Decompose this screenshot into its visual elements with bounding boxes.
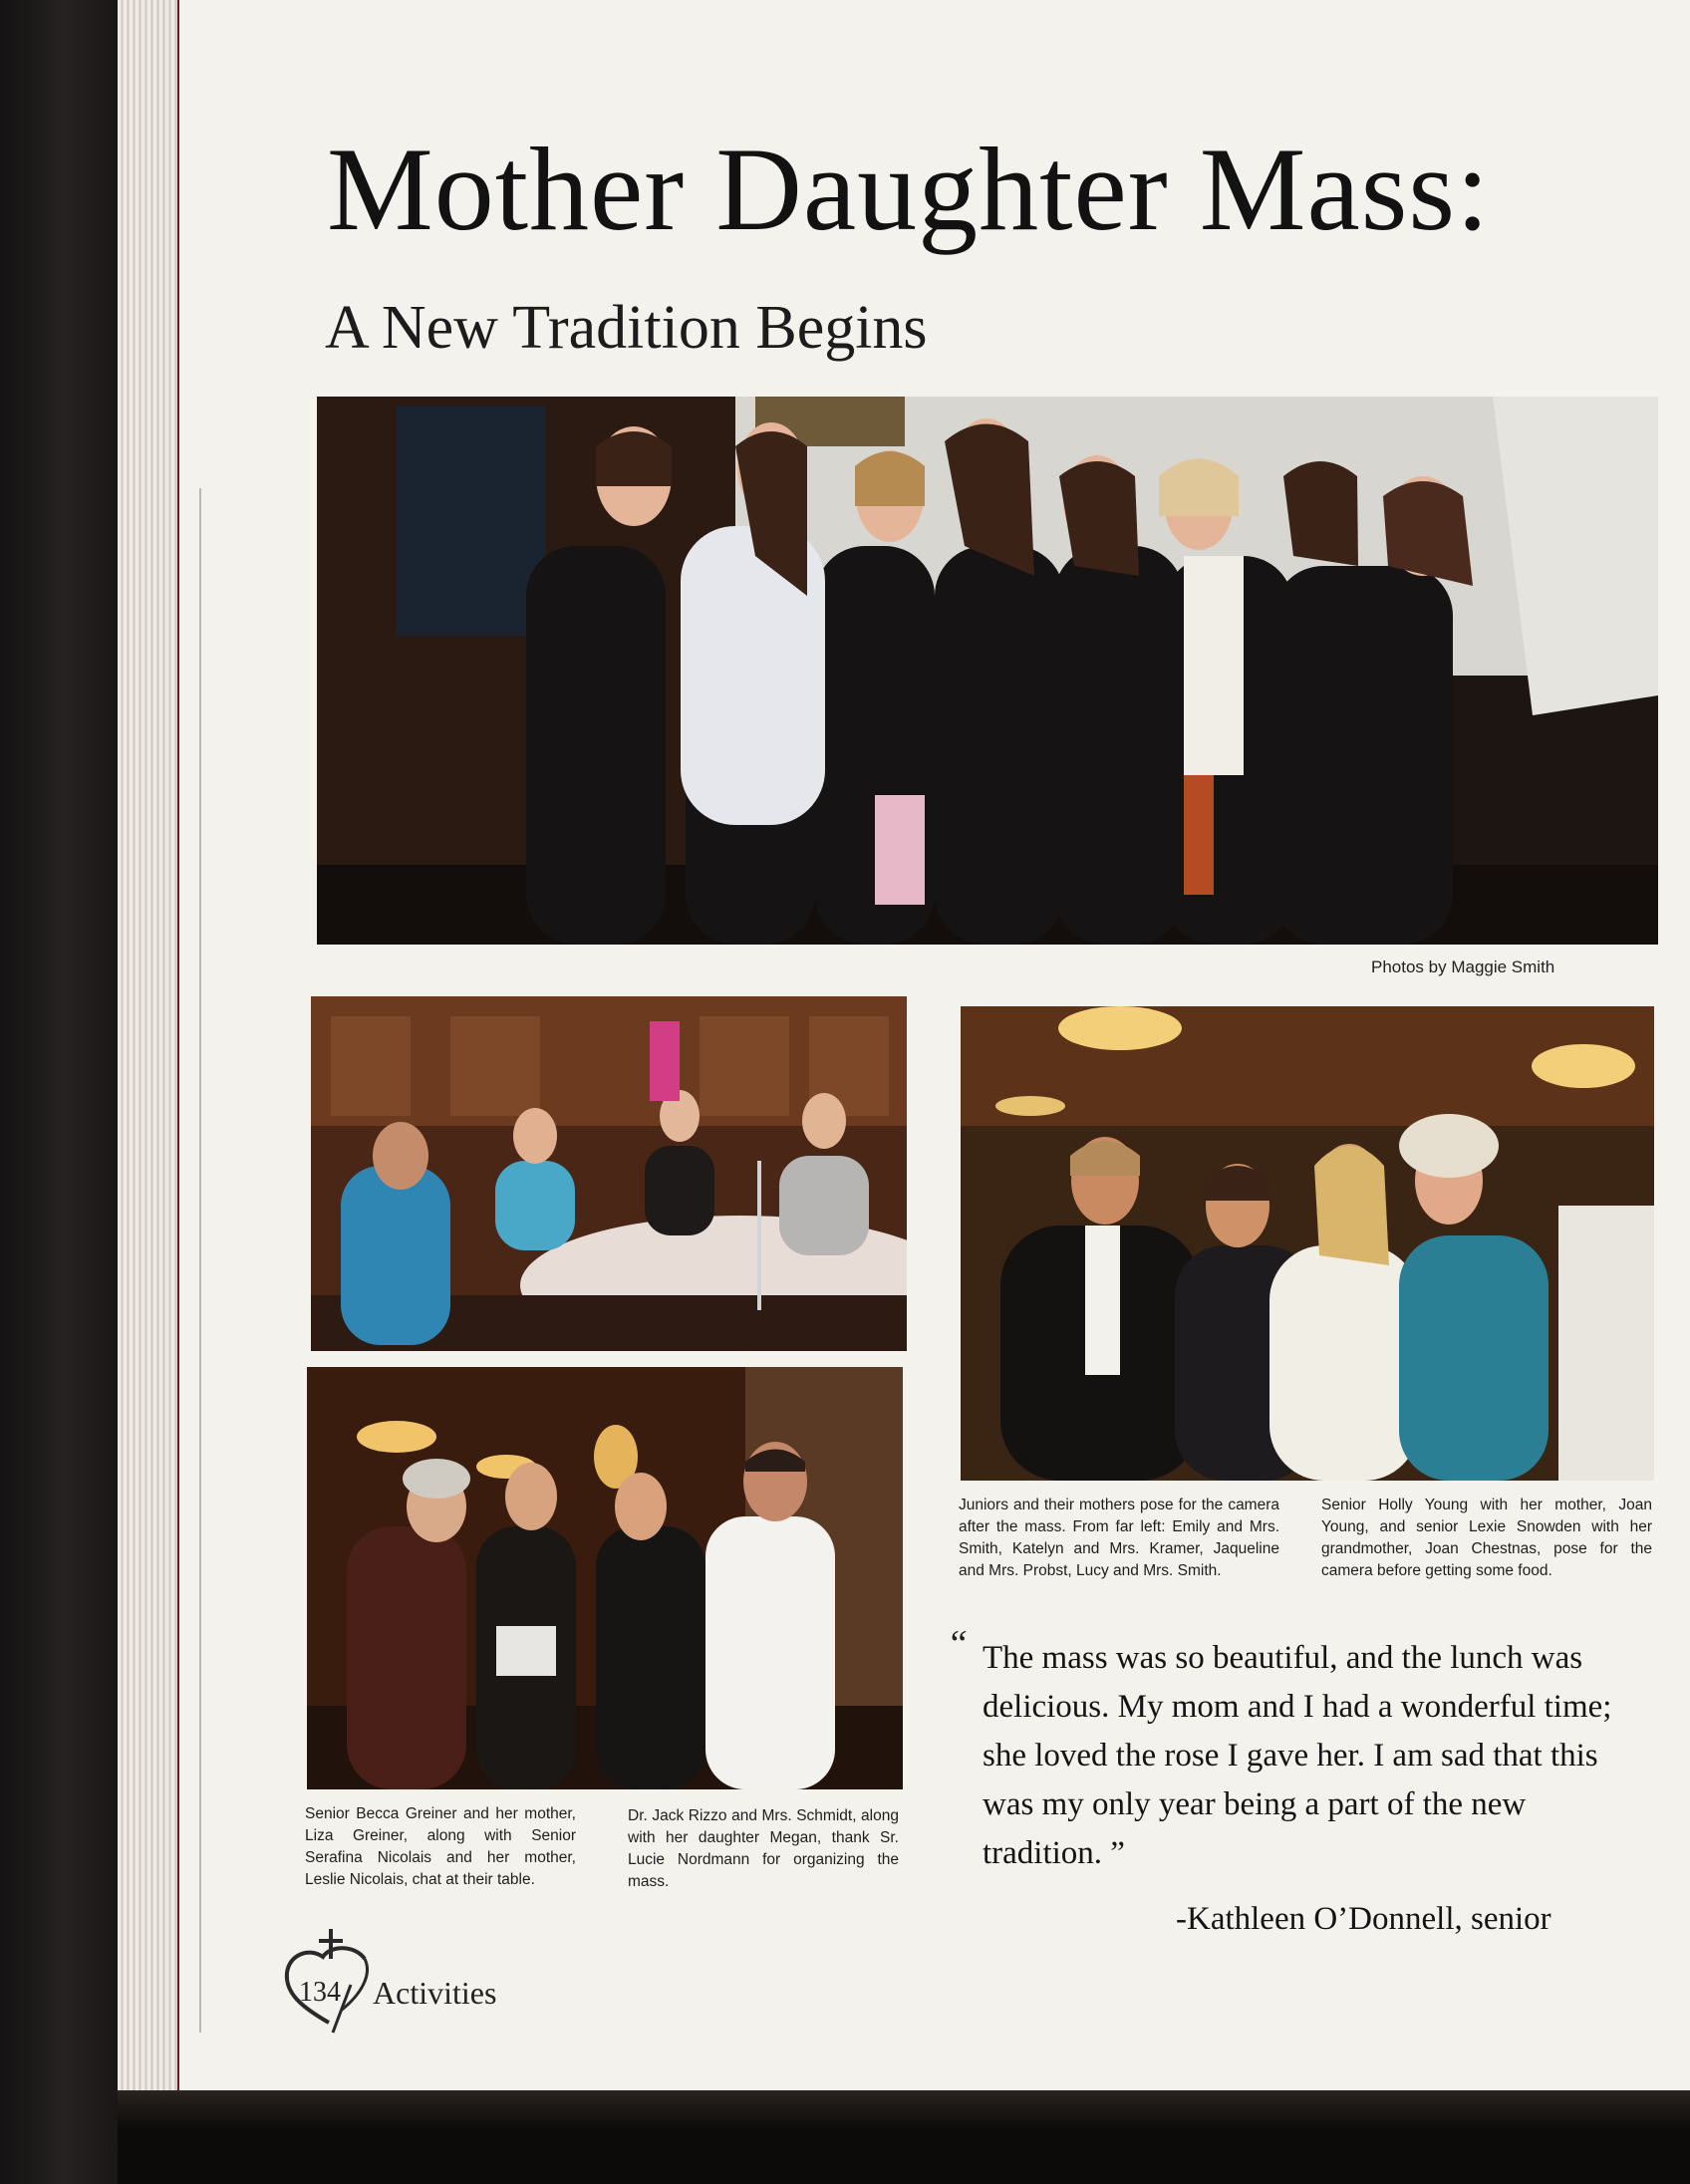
caption-greiner: Senior Becca Greiner and her mother, Liza Greiner, along with Senior Serafina Nicolais and her mother, Leslie Nicolais, chat at their table. xyxy=(305,1805,576,1888)
caption-group: Juniors and their mothers pose for the camera after the mass. From far left: Emily and Mrs. Smith, Katelyn and Mrs. Kramer, Jaqueline and Mrs. Probst, Lucy and Mrs. Smith. xyxy=(959,1497,1279,1579)
page-title: Mother Daughter Mass: xyxy=(327,123,1491,255)
heart-cross-icon xyxy=(281,1915,377,2035)
book-binding xyxy=(0,0,118,2184)
caption-young: Senior Holly Young with her mother, Joan Young, and senior Lexie Snowden with her grandmother, Joan Chestnas, pose for the camera before getting some food. xyxy=(1321,1497,1652,1579)
photo-young-snowden xyxy=(961,1006,1654,1481)
page-edges xyxy=(118,0,180,2110)
quote-attribution: -Kathleen O’Donnell, senior xyxy=(1176,1901,1551,1937)
page-subtitle: A New Tradition Begins xyxy=(325,294,928,362)
photo-table-lunch xyxy=(311,996,907,1351)
photo-group-juniors-mothers xyxy=(317,397,1658,945)
pull-quote: The mass was so beautiful, and the lunch was delicious. My mom and I had a wonderful time; she loved the rose I gave her. I am sad that this was my only year being a part of the new tradition. ” xyxy=(983,1640,1612,1871)
photo-rizzo-schmidt xyxy=(307,1367,903,1789)
table-surface xyxy=(118,2090,1690,2184)
quote-open-mark: “ xyxy=(947,1623,969,1665)
page-number: 134 xyxy=(299,1977,341,2008)
caption-rizzo: Dr. Jack Rizzo and Mrs. Schmidt, along with her daughter Megan, thank Sr. Lucie Nordmann for organizing the mass. xyxy=(628,1807,899,1890)
photo-credit: Photos by Maggie Smith xyxy=(1371,957,1555,976)
section-label: Activities xyxy=(373,1975,497,2011)
margin-rule xyxy=(199,488,201,2033)
